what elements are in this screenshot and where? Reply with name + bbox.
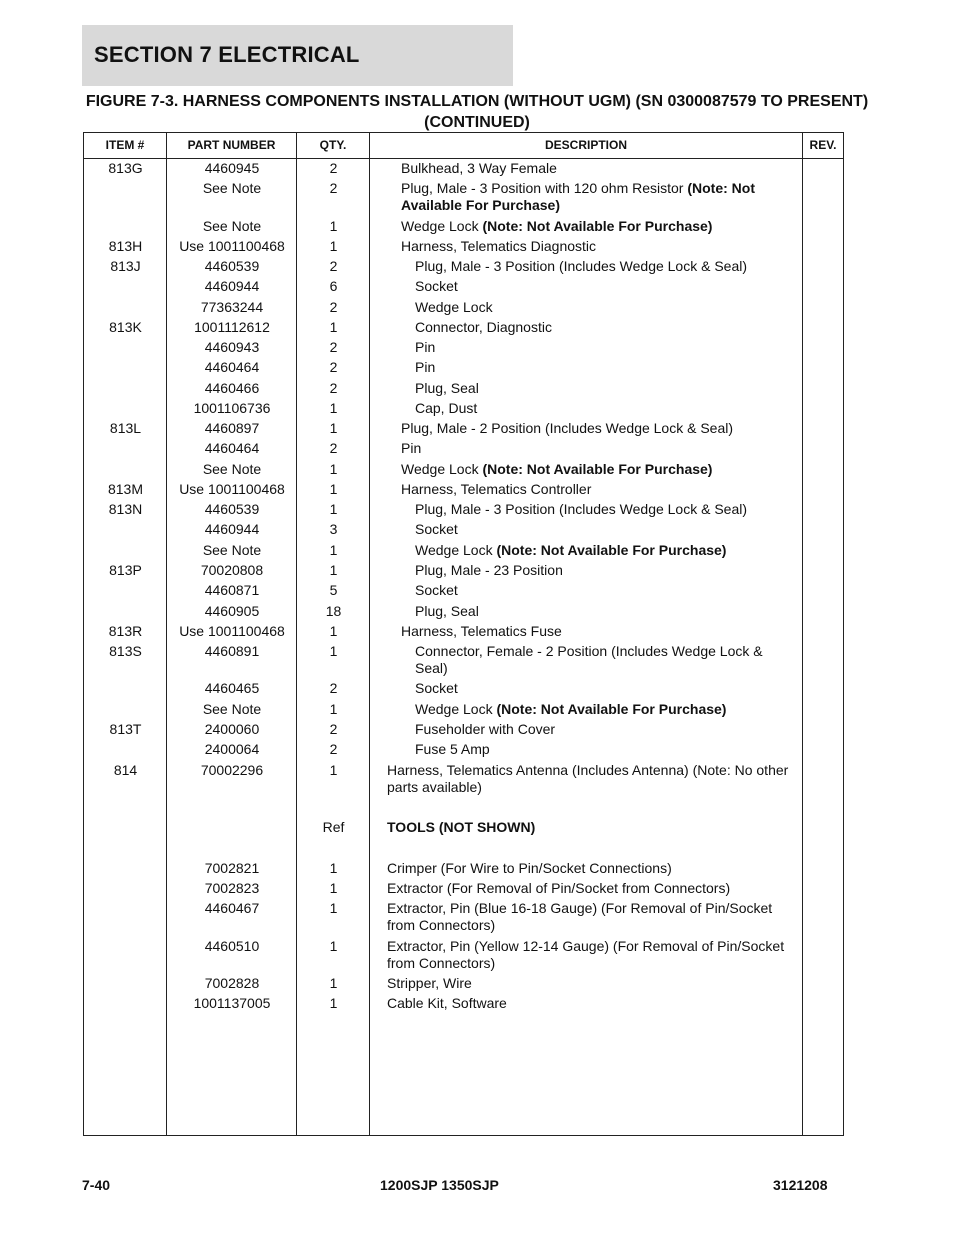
- description-text: Plug, Male - 3 Position (Includes Wedge Lock & Seal): [415, 258, 748, 274]
- quantity: 2: [329, 258, 338, 274]
- description: [387, 762, 799, 796]
- quantity: 1: [329, 218, 338, 234]
- description: [387, 995, 799, 1012]
- model-number: 1200SJP 1350SJP: [380, 1177, 499, 1193]
- description-text: Wedge Lock: [401, 218, 483, 234]
- description: [387, 975, 799, 992]
- quantity: 1: [329, 562, 338, 578]
- part-number: 70020808: [200, 562, 264, 578]
- part-number: See Note: [202, 542, 262, 558]
- description-text: Harness, Telematics Antenna (Includes Antenna) (Note: No other parts available): [387, 762, 789, 795]
- header-part-number: PART NUMBER: [187, 138, 276, 152]
- description: [401, 461, 799, 478]
- quantity: 2: [329, 741, 338, 757]
- description-text: Crimper (For Wire to Pin/Socket Connections): [387, 860, 672, 876]
- description-text: Socket: [415, 680, 458, 696]
- description-text: Connector, Female - 2 Position (Includes Wedge Lock & Seal): [415, 643, 763, 676]
- description: [387, 880, 799, 897]
- description-text: Cap, Dust: [415, 400, 478, 416]
- description: [415, 339, 799, 356]
- section-title: SECTION 7 ELECTRICAL: [94, 42, 360, 67]
- part-number: 4460943: [204, 339, 260, 355]
- description-text: Pin: [415, 359, 436, 375]
- quantity: 2: [329, 299, 338, 315]
- description: [415, 400, 799, 417]
- description: [415, 501, 799, 518]
- item-number: 813K: [109, 319, 142, 335]
- quantity: 1: [329, 238, 338, 254]
- quantity: 1: [329, 643, 338, 659]
- item-number: 813N: [108, 501, 143, 517]
- item-number: 814: [113, 762, 138, 778]
- header-rev: REV.: [809, 138, 837, 152]
- description-text: Extractor, Pin (Yellow 12-14 Gauge) (For Removal of Pin/Socket from Connectors): [387, 938, 785, 971]
- quantity: 1: [329, 319, 338, 335]
- part-number: 4460465: [204, 680, 260, 696]
- quantity: 6: [329, 278, 338, 294]
- description: [415, 319, 799, 336]
- description: [415, 521, 799, 538]
- description: [415, 359, 799, 376]
- part-number: See Note: [202, 180, 262, 196]
- item-number: 813P: [109, 562, 142, 578]
- part-number: Use 1001100468: [179, 238, 285, 254]
- description: [401, 238, 799, 255]
- description-text: Plug, Seal: [415, 380, 479, 396]
- description: [415, 380, 799, 397]
- quantity: 1: [329, 701, 338, 717]
- description: [415, 582, 799, 599]
- description-text: Fuseholder with Cover: [415, 721, 556, 737]
- part-number: 1001137005: [193, 995, 271, 1011]
- figure-title: FIGURE 7-3. HARNESS COMPONENTS INSTALLATION (WITHOUT UGM) (SN 0300087579 TO PRESENT) (CONTINUED): [85, 93, 869, 131]
- header-description: DESCRIPTION: [544, 138, 627, 152]
- part-number: 7002828: [204, 975, 260, 991]
- quantity: 1: [329, 501, 338, 517]
- description-text: Socket: [415, 278, 458, 294]
- part-number: See Note: [202, 218, 262, 234]
- part-number: 4460944: [204, 521, 260, 537]
- description: [387, 900, 799, 934]
- description: [401, 180, 799, 214]
- description: [415, 278, 799, 295]
- description-text: Socket: [415, 582, 458, 598]
- description-note: (Note: Not Available For Purchase): [496, 542, 727, 558]
- header-divider: [84, 158, 843, 159]
- quantity: 18: [325, 603, 342, 619]
- description: [415, 680, 799, 697]
- part-number: 4460871: [204, 582, 260, 598]
- part-number: 4460464: [204, 440, 260, 456]
- description-note: (Note: Not Available For Purchase): [401, 180, 756, 213]
- item-number: 813M: [107, 481, 144, 497]
- description-text: Pin: [415, 339, 436, 355]
- page-number: 7-40: [82, 1177, 111, 1193]
- quantity: 1: [329, 400, 338, 416]
- description-text: Plug, Male - 3 Position with 120 ohm Resistor: [401, 180, 688, 196]
- column-divider: [802, 133, 803, 1135]
- part-number: See Note: [202, 701, 262, 717]
- description-text: Wedge Lock: [415, 701, 497, 717]
- quantity: 1: [329, 481, 338, 497]
- item-number: 813R: [108, 623, 143, 639]
- part-number: 4460464: [204, 359, 260, 375]
- part-number: 4460897: [204, 420, 260, 436]
- item-number: 813H: [108, 238, 143, 254]
- quantity: 1: [329, 420, 338, 436]
- description-note: (Note: Not Available For Purchase): [482, 218, 713, 234]
- description: [415, 603, 799, 620]
- part-number: 4460466: [204, 380, 260, 396]
- description-text: Bulkhead, 3 Way Female: [401, 160, 557, 176]
- part-number: 7002821: [204, 860, 260, 876]
- part-number: 2400064: [204, 741, 260, 757]
- quantity: 1: [329, 623, 338, 639]
- section-header-bar: [82, 25, 513, 86]
- part-number: 4460945: [204, 160, 260, 176]
- quantity: 1: [329, 938, 338, 954]
- description-text: Wedge Lock: [415, 542, 497, 558]
- description-text: Plug, Male - 2 Position (Includes Wedge Lock & Seal): [401, 420, 734, 436]
- description-text: Plug, Male - 3 Position (Includes Wedge Lock & Seal): [415, 501, 748, 517]
- description-text: Extractor (For Removal of Pin/Socket from Connectors): [387, 880, 731, 896]
- description: [401, 218, 799, 235]
- part-number: 4460944: [204, 278, 260, 294]
- description-text: Harness, Telematics Diagnostic: [401, 238, 597, 254]
- item-number: 813L: [109, 420, 142, 436]
- quantity: 1: [329, 975, 338, 991]
- header-item: ITEM #: [105, 138, 145, 152]
- part-number: Use 1001100468: [179, 623, 285, 639]
- description: [415, 701, 799, 718]
- quantity: 2: [329, 160, 338, 176]
- document-number: 3121208: [773, 1177, 828, 1193]
- part-number: 77363244: [200, 299, 264, 315]
- quantity: 2: [329, 680, 338, 696]
- description: [415, 721, 799, 738]
- quantity: 2: [329, 380, 338, 396]
- description: [401, 623, 799, 640]
- description-text: Cable Kit, Software: [387, 995, 507, 1011]
- part-number: 4460905: [204, 603, 260, 619]
- description: [387, 938, 799, 972]
- parts-table: [83, 132, 844, 1136]
- description: [387, 819, 799, 836]
- part-number: 4460539: [204, 501, 260, 517]
- part-number: 7002823: [204, 880, 260, 896]
- description-text: Stripper, Wire: [387, 975, 472, 991]
- description: [415, 258, 799, 275]
- part-number: See Note: [202, 461, 262, 477]
- part-number: 2400060: [204, 721, 260, 737]
- description: [401, 440, 799, 457]
- description: [415, 643, 799, 677]
- item-number: 813J: [110, 258, 141, 274]
- quantity: 2: [329, 359, 338, 375]
- description-text: Harness, Telematics Controller: [401, 481, 592, 497]
- quantity: 1: [329, 762, 338, 778]
- description: [401, 420, 799, 437]
- description-text: Wedge Lock: [401, 461, 483, 477]
- description-text: Plug, Seal: [415, 603, 479, 619]
- description-text: Harness, Telematics Fuse: [401, 623, 562, 639]
- description-text: Wedge Lock: [415, 299, 493, 315]
- quantity: 3: [329, 521, 338, 537]
- quantity: 2: [329, 339, 338, 355]
- header-qty: QTY.: [319, 138, 347, 152]
- description-note: (Note: Not Available For Purchase): [482, 461, 713, 477]
- description-note: (Note: Not Available For Purchase): [496, 701, 727, 717]
- part-number: 4460510: [204, 938, 260, 954]
- description: [401, 160, 799, 177]
- description-text: Extractor, Pin (Blue 16-18 Gauge) (For Removal of Pin/Socket from Connectors): [387, 900, 773, 933]
- description: [387, 860, 799, 877]
- item-number: 813T: [109, 721, 142, 737]
- quantity: 1: [329, 995, 338, 1011]
- description: [401, 481, 799, 498]
- description-text: Connector, Diagnostic: [415, 319, 552, 335]
- item-number: 813G: [108, 160, 143, 176]
- description-text: Fuse 5 Amp: [415, 741, 490, 757]
- part-number: 1001106736: [193, 400, 271, 416]
- part-number: 70002296: [200, 762, 264, 778]
- description: [415, 562, 799, 579]
- item-number: 813S: [109, 643, 142, 659]
- description: [415, 542, 799, 559]
- description-text: Plug, Male - 23 Position: [415, 562, 563, 578]
- part-number: 1001112612: [194, 319, 270, 335]
- quantity: Ref: [322, 819, 345, 835]
- quantity: 1: [329, 860, 338, 876]
- quantity: 1: [329, 880, 338, 896]
- description-note: TOOLS (NOT SHOWN): [387, 819, 536, 835]
- quantity: 5: [329, 582, 338, 598]
- part-number: 4460467: [204, 900, 260, 916]
- quantity: 1: [329, 461, 338, 477]
- quantity: 2: [329, 180, 338, 196]
- quantity: 2: [329, 721, 338, 737]
- quantity: 1: [329, 542, 338, 558]
- part-number: 4460539: [204, 258, 260, 274]
- description-text: Pin: [401, 440, 422, 456]
- quantity: 1: [329, 900, 338, 916]
- description: [415, 741, 799, 758]
- part-number: 4460891: [204, 643, 260, 659]
- description: [415, 299, 799, 316]
- description-text: Socket: [415, 521, 458, 537]
- quantity: 2: [329, 440, 338, 456]
- part-number: Use 1001100468: [179, 481, 285, 497]
